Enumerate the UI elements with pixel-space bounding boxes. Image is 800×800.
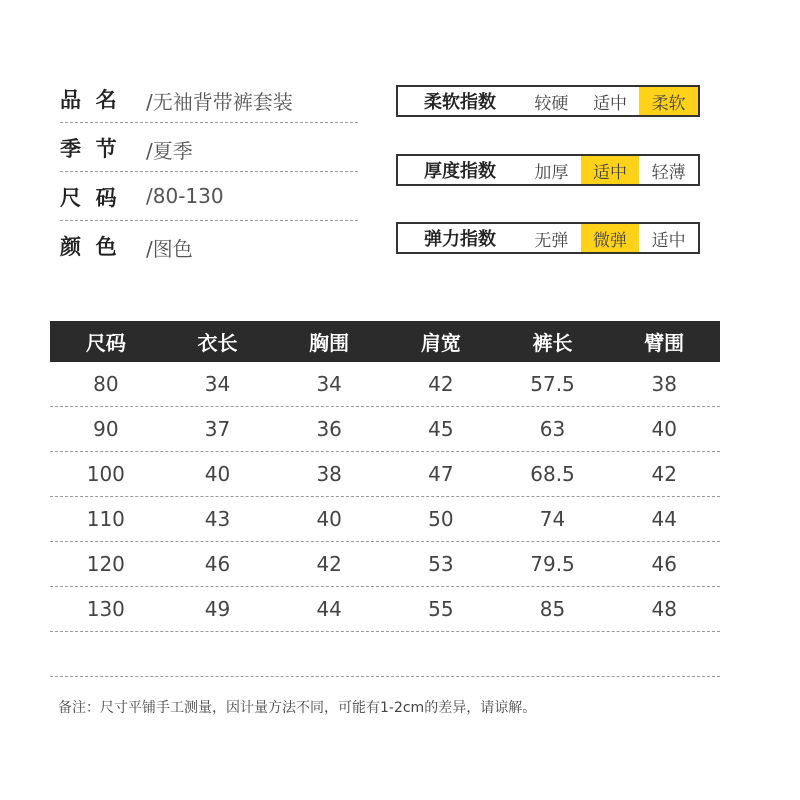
table-cell: 130 (86, 597, 125, 621)
table-cell: 68.5 (530, 462, 575, 486)
column-header: 胸围 (309, 331, 350, 355)
table-cell: 38 (651, 372, 677, 396)
table-cell: 47 (428, 462, 454, 486)
table-cell: 53 (428, 552, 454, 576)
table-row (50, 407, 720, 452)
info-value: /图色 (146, 237, 193, 261)
table-cell: 46 (651, 552, 677, 576)
info-row-size (60, 172, 358, 221)
index-name: 厚度指数 (424, 161, 496, 182)
table-cell: 79.5 (530, 552, 575, 576)
info-value: /80-130 (146, 184, 224, 208)
table-cell: 63 (539, 417, 566, 441)
table-cell: 36 (316, 417, 342, 441)
elasticity-index (396, 222, 700, 254)
table-cell: 44 (651, 507, 677, 531)
index-name: 弹力指数 (424, 229, 496, 250)
table-cell: 34 (204, 372, 231, 396)
table-cell: 42 (428, 372, 454, 396)
note-text: 备注：尺寸平铺手工测量，因计量方法不同，可能有1-2cm的差异，请谅解。 (58, 700, 537, 716)
table-row (50, 587, 720, 632)
column-header: 裤长 (532, 331, 573, 355)
table-cell: 46 (204, 552, 231, 576)
column-header: 尺码 (85, 331, 126, 355)
info-row-season (60, 123, 358, 172)
index-option: 柔软 (639, 87, 698, 115)
table-cell: 38 (316, 462, 342, 486)
column-header: 臂围 (644, 331, 685, 355)
info-row-name (60, 74, 358, 123)
table-cell: 80 (93, 372, 119, 396)
table-cell: 48 (651, 597, 677, 621)
info-row-color (60, 221, 358, 269)
table-cell: 40 (651, 417, 677, 441)
index-option: 无弹 (534, 230, 569, 251)
table-cell: 90 (93, 417, 119, 441)
table-cell: 50 (428, 507, 454, 531)
softness-index (396, 85, 700, 117)
table-cell: 40 (204, 462, 231, 486)
table-cell: 45 (428, 417, 454, 441)
table-cell: 37 (204, 417, 231, 441)
info-label: 季 节 (60, 137, 117, 161)
table-cell: 42 (316, 552, 342, 576)
table-row (50, 542, 720, 587)
thickness-index (396, 154, 700, 186)
table-cell: 57.5 (530, 372, 575, 396)
info-label: 颜 色 (60, 235, 117, 259)
table-cell: 55 (428, 597, 454, 621)
index-option: 适中 (593, 93, 627, 114)
info-label: 尺 码 (60, 186, 117, 210)
table-cell: 120 (86, 552, 125, 576)
index-option: 加厚 (534, 162, 569, 183)
info-value: /夏季 (146, 139, 193, 163)
index-option: 较硬 (534, 93, 569, 114)
table-cell: 85 (539, 597, 566, 621)
size-table-body (50, 362, 720, 632)
table-cell: 44 (316, 597, 342, 621)
divider (50, 676, 720, 677)
table-cell: 74 (539, 507, 566, 531)
table-cell: 42 (651, 462, 677, 486)
table-cell: 40 (316, 507, 342, 531)
size-table-header (50, 321, 720, 362)
column-header: 衣长 (197, 331, 238, 355)
index-option: 微弹 (581, 224, 640, 252)
index-name: 柔软指数 (424, 92, 496, 113)
info-value: /无袖背带裤套装 (146, 90, 293, 114)
table-row (50, 452, 720, 497)
table-cell: 34 (316, 372, 342, 396)
table-cell: 110 (86, 507, 125, 531)
column-header: 肩宽 (420, 331, 461, 355)
index-option: 轻薄 (651, 162, 686, 183)
table-cell: 49 (204, 597, 231, 621)
index-option: 适中 (581, 156, 640, 184)
info-label: 品 名 (60, 88, 117, 112)
index-option: 适中 (651, 230, 686, 251)
table-row (50, 362, 720, 407)
table-cell: 100 (86, 462, 125, 486)
table-cell: 43 (204, 507, 231, 531)
table-row (50, 497, 720, 542)
